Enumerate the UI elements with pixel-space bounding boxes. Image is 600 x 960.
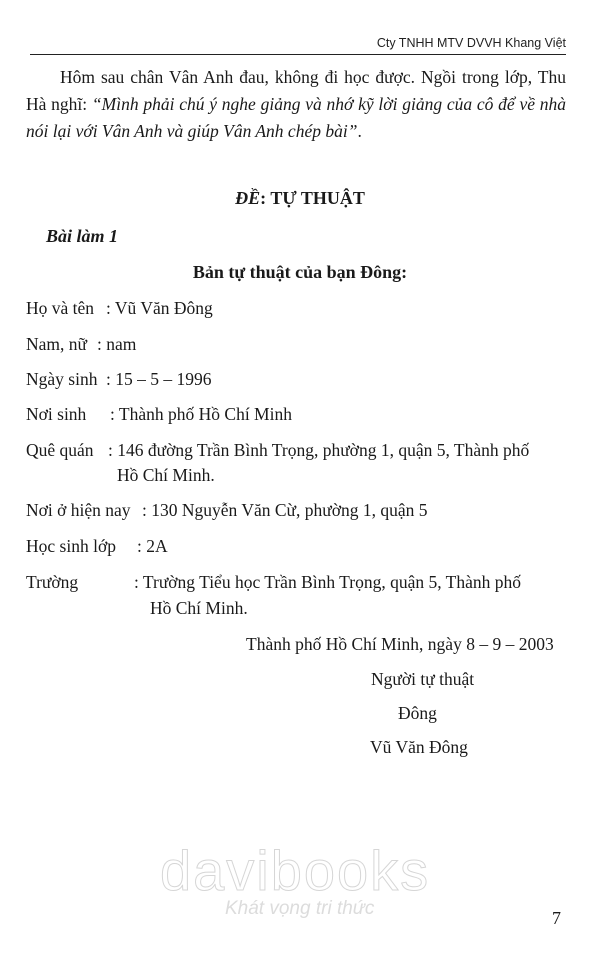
field-address-label: Nơi ở hiện nay	[26, 500, 131, 520]
signer-name: Vũ Văn Đông	[370, 737, 468, 757]
field-hometown-value: : 146 đường Trần Bình Trọng, phường 1, quận 5, Thành phố	[108, 440, 530, 460]
field-school-cont: Hồ Chí Minh.	[150, 598, 248, 618]
field-school-value: : Trường Tiểu học Trần Bình Trọng, quận 5, Thành phố	[134, 572, 521, 592]
field-address	[26, 498, 428, 522]
publisher-name: Cty TNHH MTV DVVH Khang Việt	[376, 36, 566, 50]
field-birthday-value: : 15 – 5 – 1996	[106, 369, 212, 389]
field-gender-label: Nam, nữ	[26, 334, 88, 354]
intro-tail: .	[357, 121, 362, 141]
field-class-label: Học sinh lớp	[26, 536, 116, 556]
field-class	[26, 534, 168, 558]
field-hometown	[26, 438, 529, 462]
field-name	[26, 296, 213, 320]
field-gender	[26, 332, 136, 356]
place-and-date: Thành phố Hồ Chí Minh, ngày 8 – 9 – 2003	[246, 634, 554, 654]
signature: Đông	[398, 703, 437, 723]
field-name-value: : Vũ Văn Đông	[106, 298, 213, 318]
page-number: 7	[552, 908, 561, 928]
topic-label: ĐỀ	[235, 188, 261, 208]
field-school-label: Trường	[26, 572, 79, 592]
field-address-value: : 130 Nguyễn Văn Cừ, phường 1, quận 5	[142, 500, 428, 520]
field-school	[26, 570, 521, 594]
field-birthplace	[26, 402, 292, 426]
document-title: Bản tự thuật của bạn Đông:	[192, 262, 408, 282]
field-birthday	[26, 367, 212, 391]
field-birthday-label: Ngày sinh	[26, 369, 98, 389]
watermark-brand: davibooks	[160, 839, 431, 902]
intro-quote: “Mình phải chú ý nghe giảng và nhớ kỹ lời giảng của cô để về nhà nói lại với Vân Anh và giúp Vân Anh chép bài”	[26, 94, 566, 141]
watermark-slogan: Khát vọng tri thức	[225, 898, 375, 919]
signer-role: Người tự thuật	[371, 669, 475, 689]
field-birthplace-value: : Thành phố Hồ Chí Minh	[110, 404, 292, 424]
field-gender-value: : nam	[97, 334, 137, 354]
intro-lead: Hôm sau chân Vân Anh đau, không đi học được. Ngồi trong lớp, Thu Hà nghĩ:	[26, 67, 566, 114]
field-class-value: : 2A	[137, 536, 168, 556]
field-birthplace-label: Nơi sinh	[26, 404, 87, 424]
topic-text: : TỰ THUẬT	[260, 188, 365, 208]
running-header	[30, 28, 566, 55]
field-hometown-cont: Hồ Chí Minh.	[117, 465, 215, 485]
topic-title	[0, 188, 600, 209]
essay-label: Bài làm 1	[46, 226, 119, 246]
field-name-label: Họ và tên	[26, 298, 95, 318]
intro-paragraph	[26, 64, 566, 145]
field-hometown-label: Quê quán	[26, 440, 94, 460]
